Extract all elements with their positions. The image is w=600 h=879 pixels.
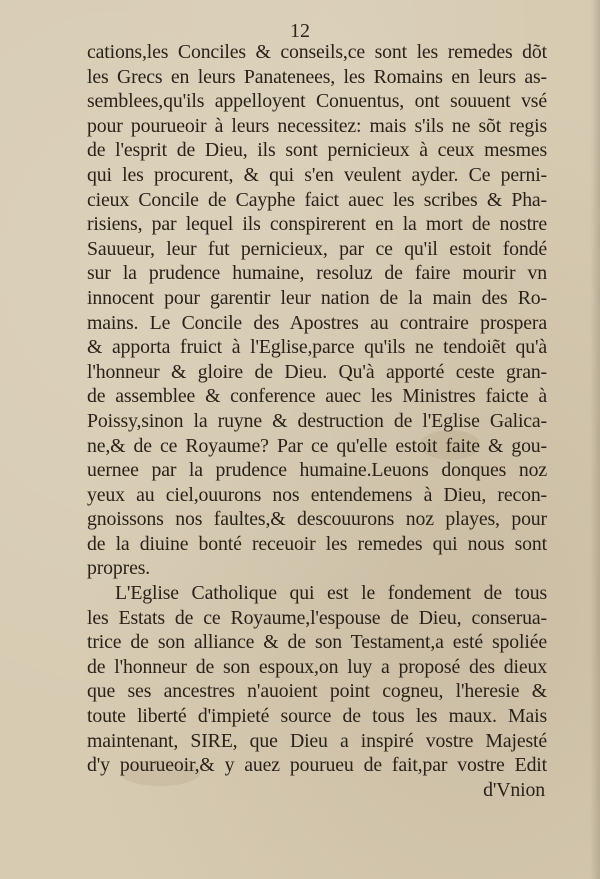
text-line: de la diuine bonté receuoir les remedes qui nous sont (87, 532, 547, 555)
text-line: propres. (87, 557, 151, 580)
text-line: les Estats de ce Royaume,l'espouse de Dieu, conserua- (87, 606, 547, 629)
text-line: l'honneur & gloire de Dieu. Qu'à apporté ceste gran- (87, 360, 547, 383)
text-line: gnoissons nos faultes,& descouurons noz playes, pour (87, 508, 547, 531)
text-line: qui les procurent, & qui s'en veulent ayder. Ce perni- (87, 163, 547, 186)
text-line: ne,& de ce Royaume? Par ce qu'elle estoit faite & gou- (87, 434, 547, 457)
text-line: toute liberté d'impieté source de tous les maux. Mais (87, 705, 547, 728)
catchword: d'Vnion (483, 778, 545, 801)
text-line: pour pourueoir à leurs necessitez: mais s'ils ne sõt regis (87, 114, 547, 137)
text-line: maintenant, SIRE, que Dieu a inspiré vostre Majesté (87, 729, 547, 752)
body-text (87, 40, 547, 802)
text-line: les Grecs en leurs Panatenees, les Romains en leurs as- (87, 65, 547, 88)
text-line: uernee par la prudence humaine.Leuons donques noz (87, 459, 547, 482)
page-number: 12 (290, 20, 310, 42)
text-line: d'y pourueoir,& y auez pourueu de fait,par vostre Edit (87, 754, 547, 777)
page-edge-shadow (590, 0, 600, 879)
text-line: risiens, par lequel ils conspirerent en la mort de nostre (87, 213, 547, 236)
text-line: L'Eglise Catholique qui est le fondement de tous (115, 582, 547, 605)
text-line: de assemblee & conference auec les Ministres faicte à (87, 385, 547, 408)
text-line: cieux Concile de Cayphe faict auec les scribes & Pha- (87, 188, 547, 211)
text-line: sur la prudence humaine, resoluz de faire mourir vn (87, 262, 547, 285)
text-line: Sauueur, leur fut pernicieux, par ce qu'il estoit fondé (87, 237, 547, 260)
text-line: que ses ancestres n'auoient point cogneu, l'heresie & (87, 680, 547, 703)
text-line: de l'honneur de son espoux,on luy a proposé des dieux (87, 655, 547, 678)
text-line: & apporta fruict à l'Eglise,parce qu'ils ne tendoiẽt qu'à (87, 336, 547, 359)
text-line: innocent pour garentir leur nation de la main des Ro- (87, 286, 547, 309)
text-line: trice de son alliance & de son Testament,a esté spoliée (87, 631, 547, 654)
text-line: cations,les Conciles & conseils,ce sont les remedes dõt (87, 41, 547, 63)
text-line: semblees,qu'ils appelloyent Conuentus, ont souuent vsé (87, 90, 547, 113)
text-line: de l'esprit de Dieu, ils sont pernicieux à ceux mesmes (87, 139, 547, 162)
text-line: Poissy,sinon la ruyne & destruction de l'Eglise Galica- (87, 409, 547, 432)
text-line: yeux au ciel,ouurons nos entendemens à Dieu, recon- (87, 483, 547, 506)
text-line: mains. Le Concile des Apostres au contraire prospera (87, 311, 547, 334)
paragraph (87, 581, 547, 778)
paragraph (87, 40, 547, 581)
